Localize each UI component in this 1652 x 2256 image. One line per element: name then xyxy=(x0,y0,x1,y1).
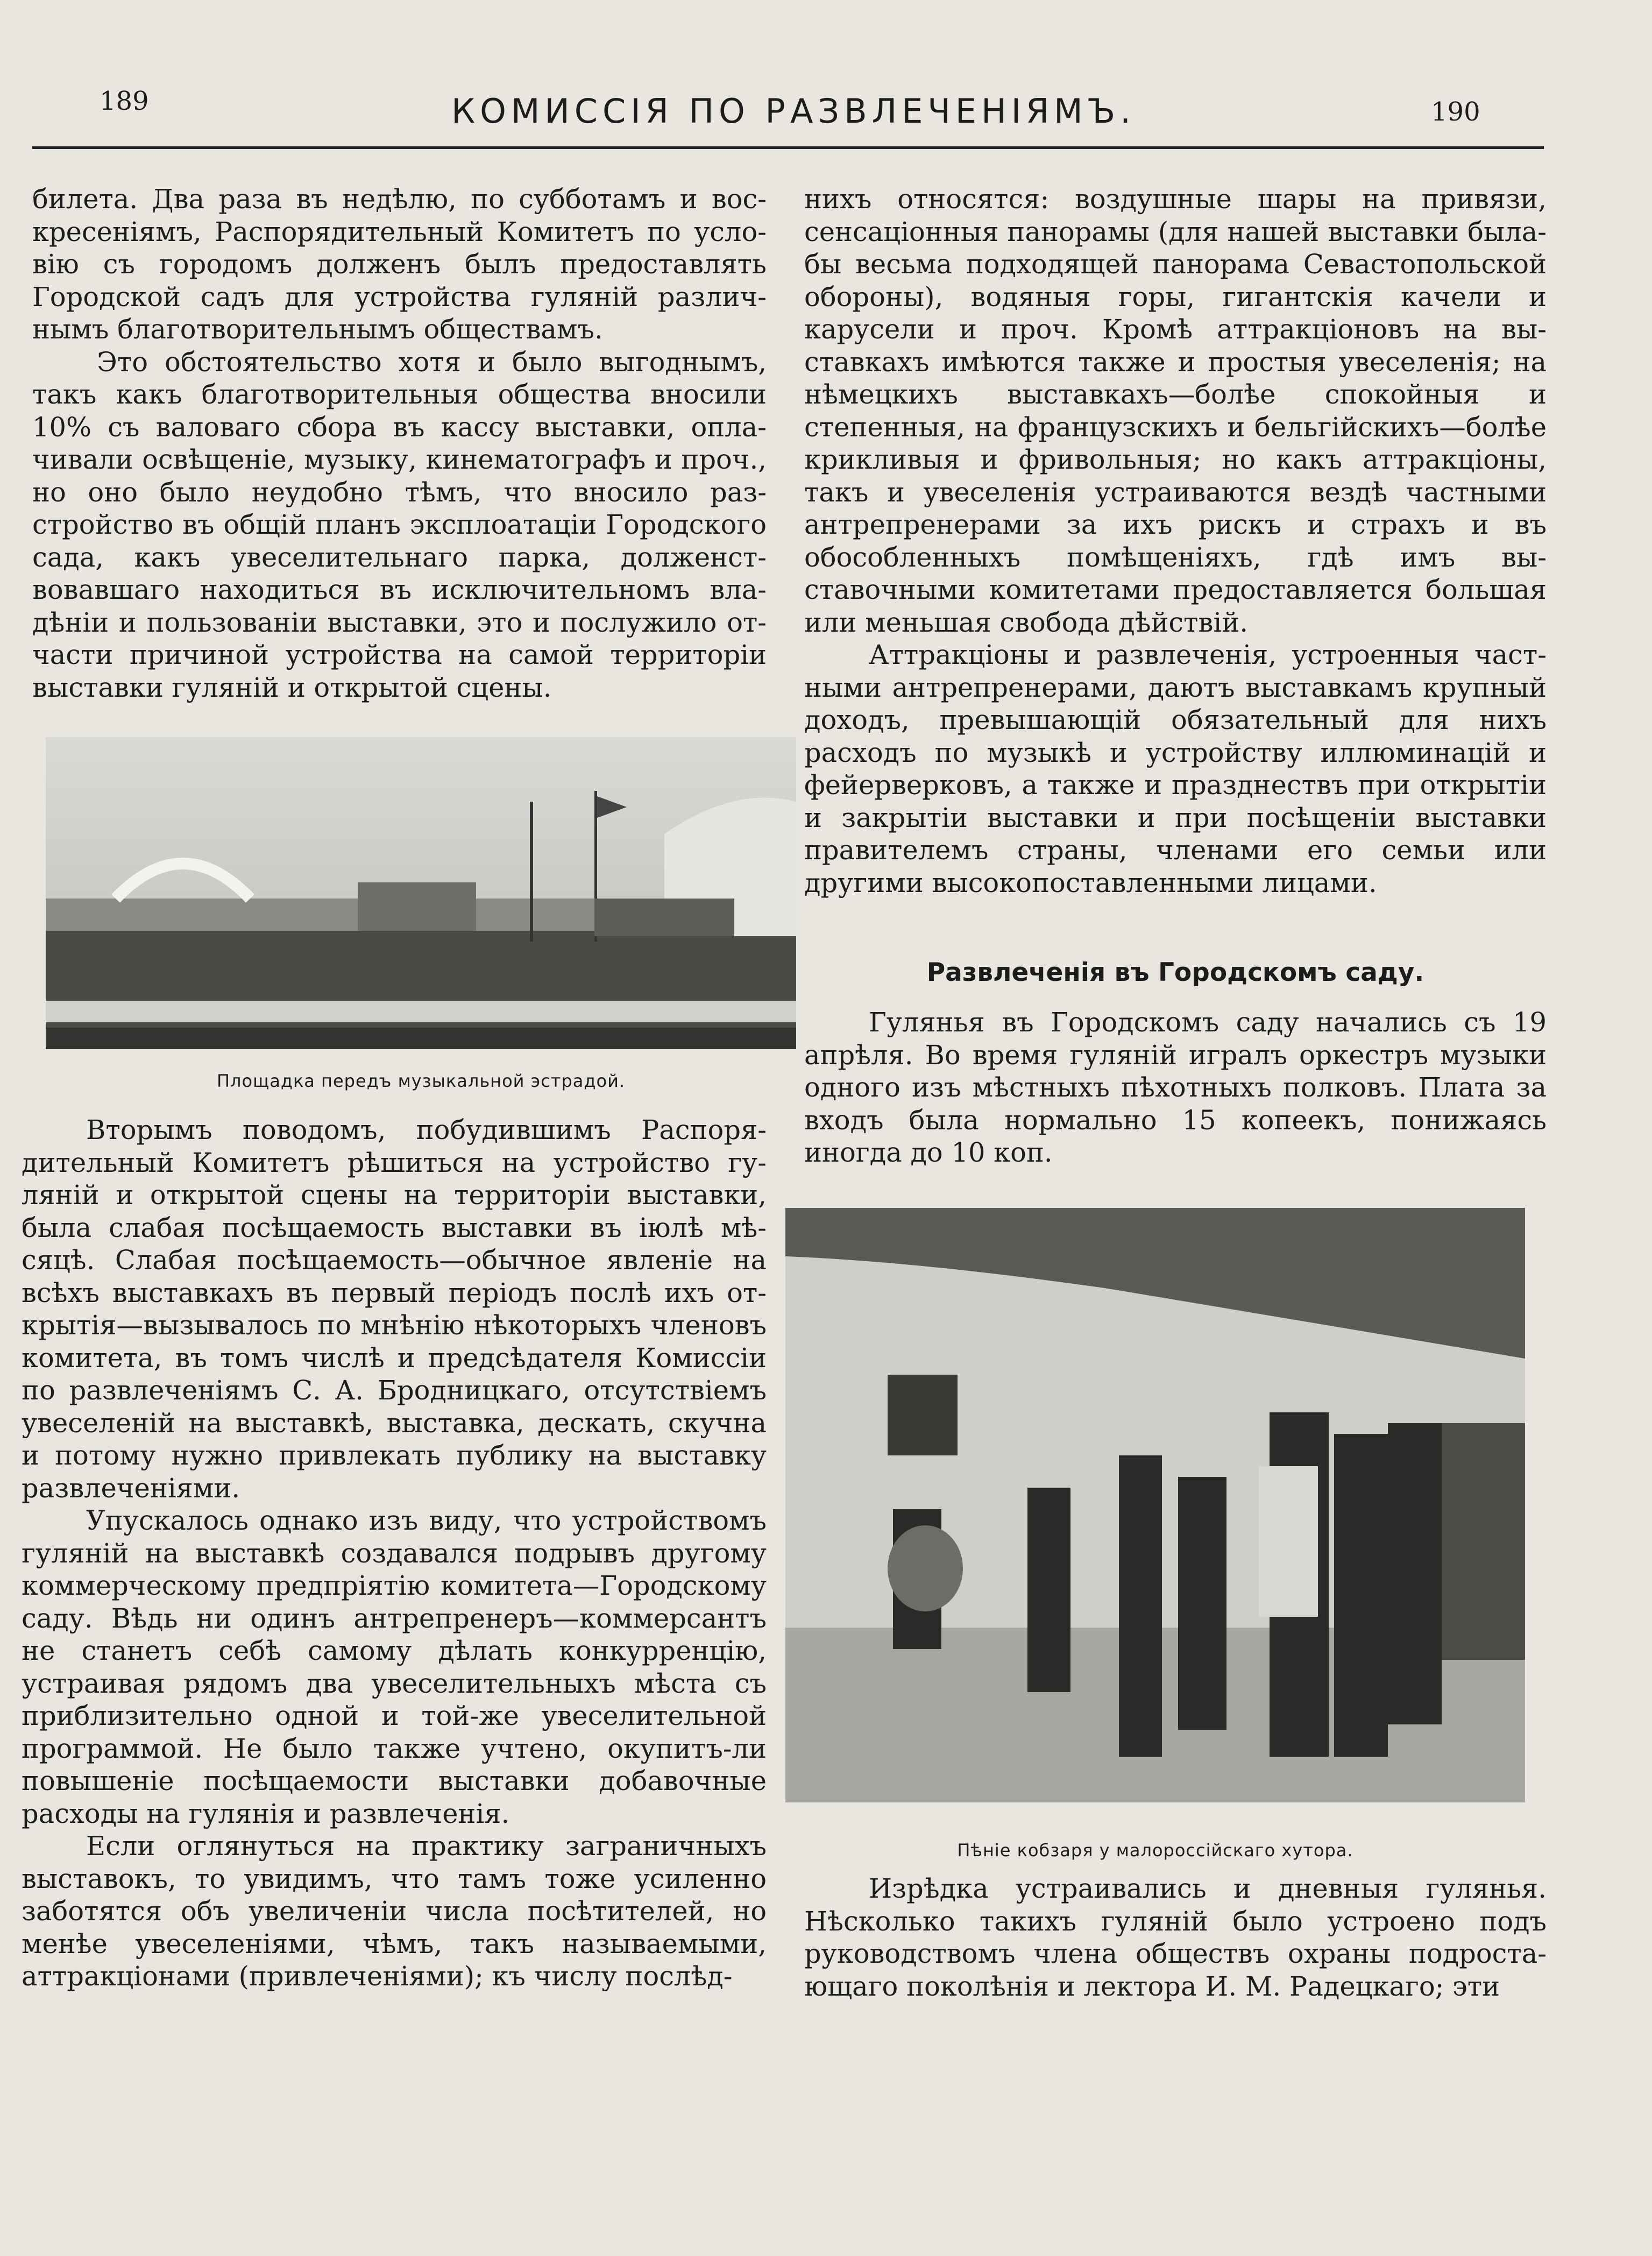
photo2-caption: Пѣніе кобзаря у малороссійскаго хутора. xyxy=(957,1840,1353,1861)
photo1-caption: Площадка передъ музыкальной эстрадой. xyxy=(216,1071,626,1091)
paragraph: Это обстоятельство хотя и было выгоднымъ, такъ какъ благотворительныя общества вносили 10% съ валоваго сбора въ кассу выставки, оплачивали освѣщеніе, музыку, кинематографъ и проч., но оно было неудобно тѣмъ, что вносило разстройство въ общій планъ эксплоатаціи Городского сада, какъ увеселительнаго парка, долженствовавшаго находиться въ исключительномъ владѣніи и пользованіи выставки, это и послужило отчасти причиной устройства на самой территоріи выставки гуляній и открытой сцены. xyxy=(32,346,767,703)
page-number-right: 190 xyxy=(1431,97,1480,127)
paragraph: Если оглянуться на практику заграничныхъ выставокъ, то увидимъ, что тамъ тоже усиленно заботятся объ увеличеніи числа посѣтителей, но менѣе увеселеніями, чѣмъ, такъ называемыми, аттракціонами (привлеченіями); къ числу послѣд- xyxy=(22,1830,767,1992)
paragraph: нихъ относятся: воздушные шары на привязи, сенсаціонныя панорамы (для нашей выставки была-бы весьма подходящей панорама Севастопольской обороны), водяныя горы, гигантскія качели и карусели и проч. Кромѣ аттракціоновъ на выставкахъ имѣются также и простыя увеселенія; на нѣмецкихъ выставкахъ—болѣе спокойныя и степенныя, на французскихъ и бельгійскихъ—болѣе крикливыя и фривольныя; но какъ аттракціоны, такъ и увеселенія устраиваются вездѣ частными антрепренерами за ихъ рискъ и страхъ и въ обособленныхъ помѣщеніяхъ, гдѣ имъ выставочными комитетами предоставляется большая или меньшая свобода дѣйствій. xyxy=(804,183,1547,638)
paragraph: билета. Два раза въ недѣлю, по субботамъ и воскресеніямъ, Распорядительный Комитетъ по условію съ городомъ долженъ былъ предоставлять Городской садъ для устройства гуляній различнымъ благотворительнымъ обществамъ. xyxy=(32,183,767,345)
photo-kobzar-singing xyxy=(785,1208,1525,1802)
header-rule xyxy=(32,146,1544,149)
page-number-left: 189 xyxy=(100,86,149,116)
section-heading: Развлеченія въ Городскомъ саду. xyxy=(926,958,1424,987)
paragraph: Вторымъ поводомъ, побудившимъ Распорядительный Комитетъ рѣшиться на устройство гуляній и открытой сцены на территоріи выставки, была слабая посѣщаемость выставки въ іюлѣ мѣсяцѣ. Слабая посѣщаемость—обычное явленіе на всѣхъ выставкахъ въ первый періодъ послѣ ихъ открытія—вызывалось по мнѣнію нѣкоторыхъ членовъ комитета, въ томъ числѣ и предсѣдателя Комиссіи по развлеченіямъ С. А. Бродницкаго, отсутствіемъ увеселеній на выставкѣ, выставка, дескать, скучна и потому нужно привлекать публику на выставку развлеченіями. xyxy=(22,1114,767,1504)
paragraph: Изрѣдка устраивались и дневныя гулянья. Нѣсколько такихъ гуляній было устроено подъ руководствомъ члена обществъ охраны подростающаго поколѣнія и лектора И. М. Радецкаго; эти xyxy=(804,1873,1547,2002)
left-column-top xyxy=(32,183,767,704)
left-column-bottom xyxy=(22,1114,767,1993)
right-column-middle xyxy=(804,1006,1547,1169)
photo-kobzar-image xyxy=(785,1208,1525,1802)
photo-bandstand-square xyxy=(46,737,796,1049)
paragraph: Аттракціоны и развлеченія, устроенныя частными антрепренерами, даютъ выставкамъ крупный доходъ, превышающій обязательный для нихъ расходъ по музыкѣ и устройству иллюминацій и фейерверковъ, а также и празднествъ при открытіи и закрытіи выставки и при посѣщеніи выставки правителемъ страны, членами его семьи или другими высокопоставленными лицами. xyxy=(804,639,1547,899)
right-column-top xyxy=(804,183,1547,899)
paragraph: Упускалось однако изъ виду, что устройствомъ гуляній на выставкѣ создавался подрывъ другому коммерческому предпріятію комитета—Городскому саду. Вѣдь ни одинъ антрепренеръ—коммерсантъ не станетъ себѣ самому дѣлать конкурренцію, устраивая рядомъ два увеселительныхъ мѣста съ приблизительно одной и той-же увеселительной программой. Не было также учтено, окупитъ-ли повышеніе посѣщаемости выставки добавочные расходы на гулянія и развлеченія. xyxy=(22,1505,767,1829)
right-column-bottom xyxy=(804,1872,1547,2003)
photo-bandstand-image xyxy=(46,737,796,1049)
running-title: КОМИССІЯ ПО РАЗВЛЕЧЕНІЯМЪ. xyxy=(451,91,1136,131)
paragraph: Гулянья въ Городскомъ саду начались съ 19 апрѣля. Во время гуляній игралъ оркестръ музыки одного изъ мѣстныхъ пѣхотныхъ полковъ. Плата за входъ была нормально 15 копеекъ, понижаясь иногда до 10 коп. xyxy=(804,1007,1547,1168)
